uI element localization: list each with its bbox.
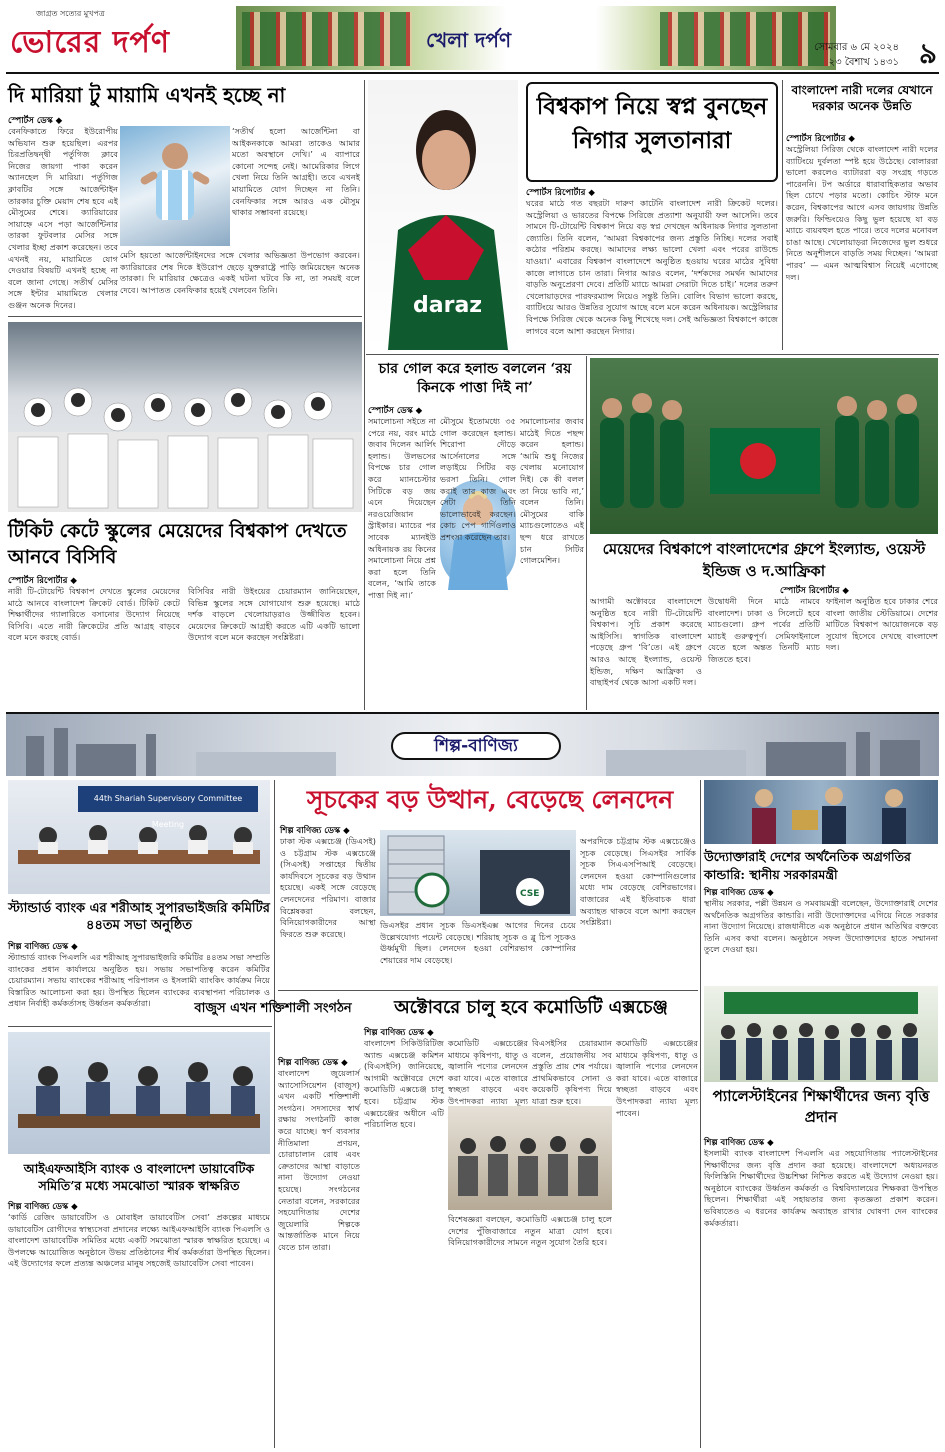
signing-ceremony-illustration <box>8 1032 270 1154</box>
nigar-photo <box>368 80 518 350</box>
column-rule <box>364 80 365 710</box>
article-body: ‘সতীর্থ হলো আর্জেন্টিনা বা আইকনকাকে আমরা তাকেও আমার মতো অবস্থানে দেখি।’ এ ব্যাপারে কোনো সন্দেহ নেই। আমেরিকার লিগে খেলা নিয়ে তিনি আগ্রহী। তবে এখনই মায়ামিতে যোগ দিচ্ছেন না তিনি। বেনফিকার সঙ্গে আরও এক মৌসুম থাকার সম্ভাবনা রয়েছে। <box>232 126 360 218</box>
section-banner <box>236 6 836 70</box>
article-body: ঢাকা স্টক এক্সচেঞ্জ (ডিএসই) ও চট্টগ্রাম স্টক এক্সচেঞ্জে (সিএসই) সপ্তাহের দ্বিতীয় কার্যদিবসে সূচকের বড় উত্থান হয়েছে। একই সঙ্গে বেড়েছে লেনদেনের পরিমাণ। বাজার বিশ্লেষকরা বলছেন, বিনিয়োগকারীদের আস্থা ফিরতে শুরু করেছে। <box>280 836 376 939</box>
article-body: বিএসইসির চেয়ারম্যান বলেন, প্রয়োজনীয় সব প্রস্তুতি প্রায় শেষ পর্যায়ে। প্রাথমিকভাবে সোনা ও কয়েকটি কৃষিপণ্য দিয়ে যাত্রা শুরু হবে। <box>532 1038 612 1106</box>
article-byline: শিল্প বাণিজ্য ডেস্ক ◆ <box>8 1202 78 1212</box>
business-section-banner <box>6 712 939 776</box>
article-byline: স্পোর্টস রিপোর্টার ◆ <box>526 188 595 198</box>
article-headline: বাংলাদেশ নারী দলের যেখানে দরকার অনেক উন্নতি <box>791 83 933 113</box>
article-headline: অক্টোবরে চালু হবে কমোডিটি এক্সচেঞ্জ <box>394 997 668 1018</box>
date-bangla: ২৩ বৈশাখ ১৪৩১ <box>828 57 899 68</box>
article-byline: শিল্প বাণিজ্য ডেস্ক ◆ <box>278 1058 348 1068</box>
row-rule <box>366 354 939 355</box>
article-body: ঘরের মাঠে গত বছরটা দারুণ কাটেনি বাংলাদেশ নারী ক্রিকেট দলের। অস্ট্রেলিয়া ও ভারতের বিপক্ষে সিরিজে প্রত্যাশা অনুযায়ী ফল আসেনি। তবে সামনে টি-টোয়েন্টি বিশ্বকাপ নিয়ে বড় স্বপ্ন দেখছেন অধিনায়ক নিগার সুলতানা জ্যোতি। তিনি বলেন, ‘আমরা বিশ্বকাপের জন্য প্রস্তুতি নিচ্ছি। দলের সবাই কঠোর পরিশ্রম করছে। আমাদের লক্ষ্য ভালো খেলা এবং পরের রাউন্ডে যাওয়া।’ এবারের বিশ্বকাপ বাংলাদেশে অনুষ্ঠিত হওয়ায় ঘরের মাঠের সুবিধা কাজে লাগাতে চান তারা। নিগার আরও বলেন, ‘দর্শকদের সমর্থন আমাদের বাড়তি অনুপ্রেরণা দেবে। প্রতিটি ম্যাচে আমরা সেরাটা দিতে চাই।’ দলের তরুণ খেলোয়াড়দের পারফরম্যান্স নিয়েও সন্তুষ্ট তিনি। বোলিং বিভাগ ভালো করছে, ব্যাটিংয়ে আরও উন্নতির সুযোগ আছে বলে মনে করেন অধিনায়ক। অস্ট্রেলিয়ার বিপক্ষে সিরিজ থেকে অনেক কিছু শিখেছে দল। সেই অভিজ্ঞতা বিশ্বকাপে কাজে লাগবে বলে আশা করছেন নিগার। <box>526 198 778 336</box>
column-rule <box>782 80 783 350</box>
column-rule <box>700 780 701 1448</box>
article-body: ডিএসইর প্রধান সূচক ডিএসইএক্স আগের দিনের চেয়ে উল্লেখযোগ্য পয়েন্ট বেড়েছে। শরিয়াহ সূচক ও ব্লু চিপ সূচকও ঊর্ধ্বমুখী ছিল। লেনদেন হওয়া বেশিরভাগ কোম্পানির শেয়ারের দাম বেড়েছে। <box>380 920 576 965</box>
conference-illustration <box>448 1106 612 1210</box>
jersey-sponsor: daraz <box>413 293 483 318</box>
article-byline: স্পোর্টস রিপোর্টার ◆ <box>786 134 855 144</box>
article-body: মেসি হয়তো আর্জেন্টাইনদের সঙ্গে খেলার অভিজ্ঞতা উপভোগ করবেন। ক্যারিয়ারের শেষ দিকে ইউরোপ ছেড়ে যুক্তরাষ্ট্রে পাড়ি জমিয়েছেন অনেক তারকা। দি মারিয়ার ক্ষেত্রেও একই ঘটনা ঘটবে কি না, তা সময়ই বলে দেবে। আপাতত বেনফিকার হয়েই খেলবেন তিনি। <box>120 250 360 295</box>
article-headline: প্যালেস্টাইনের শিক্ষার্থীদের জন্য বৃত্তি প্রদান <box>712 1087 930 1126</box>
players-illustration-right <box>660 12 830 66</box>
article-body: বিশেষজ্ঞরা বলছেন, কমোডিটি এক্সচেঞ্জ চালু হলে দেশের পুঁজিবাজারে নতুন মাত্রা যোগ হবে। বিনিয়োগকারীদের সামনে নতুন সুযোগ তৈরি হবে। <box>448 1214 612 1248</box>
footballer-illustration <box>120 126 230 246</box>
article-body: ‘কার্ডি রেজিং ডায়াবেটিস ও মোবাইল ডায়াবেটিস সেবা’ প্রকল্পের মাধ্যমে ডায়াবেটিস রোগীদের স্বাস্থ্যসেবা প্রদানের লক্ষ্যে আইএফআইসি ব্যাংক পিএলসি ও বাংলাদেশ ডায়াবেটিক সমিতির মধ্যে একটি সমঝোতা স্মারক স্বাক্ষরিত হয়েছে। এ উপলক্ষে আয়োজিত অনুষ্ঠানে উভয় প্রতিষ্ঠানের শীর্ষ কর্মকর্তারা উপস্থিত ছিলেন। এই উদ্যোগের ফলে প্রত্যন্ত অঞ্চলের মানুষ সহজেই ডায়াবেটিস সেবা পাবেন। <box>8 1212 270 1269</box>
article-headline: উদ্যোক্তারাই দেশের অর্থনৈতিক অগ্রগতির কান্ডারি: স্থানীয় সরকারমন্ত্রী <box>704 849 911 882</box>
business-section-label: শিল্প-বাণিজ্য <box>391 732 561 760</box>
article-body: ইসলামী ব্যাংক বাংলাদেশ পিএলসি এর সহযোগিতায় প্যালেস্টাইনের শিক্ষার্থীদের জন্য বৃত্তি প্রদান করা হয়েছে। বাংলাদেশে অধ্যয়নরত ফিলিস্তিনি শিক্ষার্থীদের উচ্চশিক্ষা নিশ্চিত করতে এই উদ্যোগ নেওয়া হয়। অনুষ্ঠানে ব্যাংকের উর্ধ্বতন কর্মকর্তা ও বিশ্ববিদ্যালয়ের শিক্ষকরা উপস্থিত ছিলেন। শিক্ষার্থীরা এই সহায়তার জন্য কৃতজ্ঞতা প্রকাশ করেন। ভবিষ্যতেও এ ধরনের কার্যক্রম অব্যাহত রাখার ঘোষণা দেন ব্যাংকের কর্মকর্তারা। <box>704 1148 938 1228</box>
team-photo <box>590 358 938 534</box>
article-body: বাংলাদেশ জুয়েলার্স অ্যাসোসিয়েশন (বাজুস) এখন একটি শক্তিশালী সংগঠন। সদস্যদের স্বার্থ রক্ষায় সংগঠনটি কাজ করে যাচ্ছে। স্বর্ণ ব্যবসার নীতিমালা প্রণয়ন, চোরাচালান রোধ এবং ক্রেতাদের আস্থা বাড়াতে নানা উদ্যোগ নেওয়া হয়েছে। সংগঠনের নেতারা বলেন, সরকারের সহযোগিতায় দেশের জুয়েলারি শিল্পকে আন্তর্জাতিক মানে নিয়ে যেতে চান তারা। <box>278 1068 360 1252</box>
article-body: কমোডিটি এক্সচেঞ্জের মাধ্যমে কৃষিপণ্য, ধাতু ও জ্বালানি পণ্যের লেনদেন করা যাবে। এতে বাজারে স্বচ্ছতা বাড়বে এবং উৎপাদকরা ন্যায্য মূল্য <box>448 1038 528 1106</box>
article-body: মৌসুমে ইতোমধ্যে ৩৫ গোল করেছেন হলান্ড। শিরোপা দৌড়ে আর্সেনালের সঙ্গে লড়াইয়ে সিটির বড় ভরসা তিনি। গোল করাই তার কাজ এবং সেটা তিনি ভালোভাবেই করছেন। কোচ পেপ গার্দিওলাও প্রশংসা করেছেন তার। <box>440 416 516 542</box>
team-celebration-illustration <box>590 358 938 534</box>
stock-exchange-illustration <box>380 830 576 916</box>
article-body: স্থানীয় সরকার, পল্লী উন্নয়ন ও সমবায়মন্ত্রী বলেছেন, উদ্যোক্তারাই দেশের অর্থনৈতিক অগ্রগতির কান্ডারি। নারী উদ্যোক্তাদের এগিয়ে নিতে সরকার নানা উদ্যোগ নিয়েছে। রাজধানীতে এক অনুষ্ঠানে প্রধান অতিথির বক্তব্যে তিনি এসব কথা বলেন। অনুষ্ঠানে সফল উদ্যোক্তাদের হাতে সম্মাননা তুলে দেওয়া হয়। <box>704 898 938 955</box>
article-headline: সূচকের বড় উত্থান, বেড়েছে লেনদেন <box>306 785 674 814</box>
date-gregorian: সোমবার ৬ মে ২০২৪ <box>814 42 899 53</box>
column-rule <box>274 780 275 1448</box>
article-byline: স্পোর্টস ডেস্ক ◆ <box>368 406 423 416</box>
dimaria-photo <box>120 126 230 246</box>
meeting-banner: 44th Shariah Supervisory Committee Meeting <box>78 786 258 812</box>
article-headline: স্ট্যান্ডার্ড ব্যাংক এর শরীআহ সুপারভাইজরি কমিটির ৪৪তম সভা অনুষ্ঠিত <box>8 901 270 933</box>
logo <box>6 4 186 70</box>
article-body: আগামী অক্টোবরে বাংলাদেশে অনুষ্ঠিত হবে নারী টি-টোয়েন্টি বিশ্বকাপ। সূচি প্রকাশ করেছে আইসিসি। স্বাগতিক বাংলাদেশ পড়েছে গ্রুপ ‘বি’তে। এই গ্রুপে আরও আছে ইংল্যান্ড, ওয়েস্ট ইন্ডিজ, দক্ষিণ আফ্রিকা ও বাছাইপর্ব থেকে আসা একটি দল। <box>590 596 702 688</box>
article-headline: আইএফআইসি ব্যাংক ও বাংলাদেশ ডায়াবেটিক সমিতি’র মধ্যে সমঝোতা স্মারক স্বাক্ষরিত <box>23 1161 255 1193</box>
page-number: ৯ <box>918 37 937 70</box>
article-byline: শিল্প বাণিজ্য ডেস্ক ◆ <box>704 1138 774 1148</box>
row-rule <box>8 316 362 317</box>
scholarship-group-illustration <box>704 986 938 1082</box>
standard-meeting-photo <box>8 780 270 894</box>
article-byline: শিল্প বাণিজ্য ডেস্ক ◆ <box>8 942 78 952</box>
row-rule <box>8 1026 272 1027</box>
commodity-meeting-photo <box>448 1106 612 1210</box>
article-byline: স্পোর্টস রিপোর্টার ◆ <box>780 586 849 596</box>
meeting-illustration <box>8 780 270 894</box>
nigar-title-box <box>526 82 778 182</box>
column-rule <box>586 356 587 710</box>
article-headline: মেয়েদের বিশ্বকাপে বাংলাদেশের গ্রুপে ইংল্যান্ড, ওয়েস্ট ইন্ডিজ ও দ.আফ্রিকা <box>602 540 926 580</box>
article-body: বিসিবির নারী উইংয়ের চেয়ারম্যান জানিয়েছেন, বিভিন্ন স্কুলের সঙ্গে যোগাযোগ শুরু হয়েছে। মাঠে দর্শক বাড়লে খেলোয়াড়রাও উজ্জীবিত হবেন। মেয়েদের ক্রিকেটে আগ্রহী করতে এটি একটি ভালো উদ্যোগ বলে মনে করছেন সংশ্লিষ্টরা। <box>188 586 360 643</box>
article-body: উদ্বোধনী দিনে মাঠে নামবে বাংলাদেশ। ঢাকা ও সিলেটে হবে ম্যাচগুলো। গ্রুপ পর্বের প্রতিটি ম্যাচই গুরুত্বপূর্ণ। সেমিফাইনালে যেতে হলে অন্তত তিনটি ম্যাচ জিততে হবে। <box>708 596 820 664</box>
scholarship-photo <box>704 986 938 1082</box>
ific-signing-photo <box>8 1032 270 1154</box>
article-headline: বাজুস এখন শক্তিশালী সংগঠন <box>194 1001 352 1016</box>
date <box>814 40 899 70</box>
article-body: স্ট্যান্ডার্ড ব্যাংক পিএলসি এর শরীআহ সুপারভাইজরি কমিটির ৪৪তম সভা সম্প্রতি ব্যাংকের প্রধান কার্যালয়ে অনুষ্ঠিত হয়। সভায় সভাপতিত্ব করেন কমিটির চেয়ারম্যান। সভায় ব্যাংকের শরীআহ পরিপালন ও ইসলামী ব্যাংকিং কার্যক্রম নিয়ে বিস্তারিত আলোচনা করা হয়। উপস্থিত ছিলেন ব্যাংকের ব্যবস্থাপনা পরিচালক ও প্রধান নির্বাহী কর্মকর্তাসহ উর্ধ্বতন কর্মকর্তারা। <box>8 952 270 1009</box>
article-body: বেনফিকাতে ফিরে ইউরোপীয় অভিযান শুরু হয়েছিল। এরপর চিরপ্রতিদ্বন্দ্বী পর্তুগিজ ক্লাবে নিজের জায়গা পাকা করেন অ্যানহেল দি মারিয়া। পর্তুগিজ ক্লাবটির সঙ্গে আর্জেন্টাইন তারকার চুক্তি মেয়াদ শেষ হবে এই মৌসুমের শেষে। ক্যারিয়ারের সায়াহ্নে এসে পড়া আর্জেন্টিনার তারকা ফুটবলার মেসির সঙ্গে খেলার ইচ্ছা প্রকাশ করেছেন। তবে এখনই নয়, মায়ামিতে যোগ দেওয়ার বিষয়টি এখনই হচ্ছে না বলে জানা গেছে। সতীর্থ মেসির সঙ্গে ইন্টার মায়ামিতে খেলার গুঞ্জন অনেক দিনের। <box>8 126 118 310</box>
award-ceremony-illustration <box>704 780 938 844</box>
masthead <box>6 4 939 74</box>
article-byline: স্পোর্টস ডেস্ক ◆ <box>8 116 63 126</box>
article-byline: শিল্প বাণিজ্য ডেস্ক ◆ <box>280 826 350 836</box>
cse-logo-text: CSE <box>520 889 540 899</box>
article-body: বাংলাদেশ সিকিউরিটিজ অ্যান্ড এক্সচেঞ্জ কমিশন (বিএসইসি) জানিয়েছে, আগামী অক্টোবরে দেশে কমোডিটি এক্সচেঞ্জ চালু হবে। চট্টগ্রাম স্টক এক্সচেঞ্জের অধীনে এটি পরিচালিত হবে। <box>364 1038 444 1130</box>
article-byline: শিল্প বাণিজ্য ডেস্ক ◆ <box>364 1028 434 1038</box>
article-body: সমালোচনা সইতে না পেরে নয়, বরং মাঠে জবাব দিলেন আর্লিং হলান্ড। উলভসের বিপক্ষে চার গোল করে ম্যানচেস্টার সিটিকে বড় জয় এনে দিয়েছেন নরওয়েজিয়ান স্ট্রাইকার। ম্যাচের পর সাবেক ম্যানইউ অধিনায়ক রয় কিনের সমালোচনা নিয়ে প্রশ্ন করা হলে তিনি বলেন, ‘আমি তাকে পাত্তা দিই না।’ <box>368 416 436 600</box>
award-photo <box>704 780 938 844</box>
article-body: কমোডিটি এক্সচেঞ্জের মাধ্যমে কৃষিপণ্য, ধাতু ও জ্বালানি পণ্যের লেনদেন করা যাবে। এতে বাজারে স্বচ্ছতা বাড়বে এবং উৎপাদকরা ন্যায্য মূল্য পাবেন। <box>616 1038 698 1118</box>
article-headline: বিশ্বকাপ নিয়ে স্বপ্ন বুনছেন নিগার সুলতানারা <box>536 93 768 154</box>
stock-exchange-photo <box>380 830 576 916</box>
crowd-illustration <box>8 322 362 512</box>
logo-text: ভোরের দর্পণ <box>10 25 170 60</box>
article-body: সমালোচনার জবাব মাঠেই দিতে পছন্দ করেন হলান্ড। ‘আমি শুধু নিজের খেলায় মনোযোগ দিই। কে কী বলল তা নিয়ে ভাবি না,’ বলেন তিনি। মৌসুমের বাকি ম্যাচগুলোতেও এই ছন্দ ধরে রাখতে চান সিটির গোলমেশিন। <box>520 416 584 566</box>
article-byline: স্পোর্টস রিপোর্টার ◆ <box>8 576 77 586</box>
logo-tagline: জাগ্রত সত্যের মুখপত্র <box>36 9 105 18</box>
row-rule <box>278 990 698 991</box>
article-body: নারী টি-টোয়েন্টি বিশ্বকাপ দেখতে স্কুলের মেয়েদের মাঠে আনবে বাংলাদেশ ক্রিকেট বোর্ড। টিকিট কেটে শিক্ষার্থীদের গ্যালারিতে বসানোর উদ্যোগ নিয়েছে বিসিবি। এতে নারী ক্রিকেটের প্রতি আগ্রহ বাড়বে বলে মনে করছে বোর্ড। <box>8 586 180 643</box>
article-body: ফাইনাল অনুষ্ঠিত হবে ঢাকার শেরে বাংলা জাতীয় স্টেডিয়ামে। দেশের মাটিতে বিশ্বকাপ আয়োজনকে বড় সুযোগ হিসেবে দেখছে বাংলাদেশ দল। <box>826 596 938 653</box>
article-byline: শিল্প বাণিজ্য ডেস্ক ◆ <box>704 888 774 898</box>
schoolgirls-photo <box>8 322 362 512</box>
section-title: খেলা দর্পণ <box>426 28 512 52</box>
article-body: অস্ট্রেলিয়া সিরিজ থেকে বাংলাদেশ নারী দলের ব্যাটিংয়ে দুর্বলতা স্পষ্ট হয়ে উঠেছে। বোলাররা ভালো করলেও ব্যাটাররা বড় সংগ্রহ গড়তে পারেননি। টপ অর্ডারে ধারাবাহিকতার অভাব ছিল চোখে পড়ার মতো। কোচিং স্টাফ মনে করেন, বিশ্বকাপের আগে এসব জায়গায় উন্নতি জরুরি। ফিল্ডিংয়েও কিছু ভুল হয়েছে যা বড় ম্যাচে ব্যয়বহুল হতে পারে। তবে দলের মনোবল চাঙা আছে। খেলোয়াড়রা নিজেদের ভুল শুধরে নিতে অনুশীলনে বাড়তি সময় দিচ্ছেন। ‘আমরা পারব’ — এমন আত্মবিশ্বাস নিয়েই এগোচ্ছে দল। <box>786 144 938 282</box>
article-headline: দি মারিয়া টু মায়ামি এখনই হচ্ছে না <box>8 83 286 107</box>
cricketer-portrait <box>368 80 518 350</box>
players-illustration-left <box>242 12 412 66</box>
article-headline: চার গোল করে হলান্ড বললেন ‘রয় কিনকে পাত্তা দিই না’ <box>378 361 572 396</box>
article-body: অপরদিকে চট্টগ্রাম স্টক এক্সচেঞ্জেও সূচক বেড়েছে। সিএসইর সার্বিক সূচক সিএএসপিআই বেড়েছে। লেনদেন হওয়া কোম্পানিগুলোর মধ্যে দাম বেড়েছে বেশিরভাগের। বাজারের এই ইতিবাচক ধারা অব্যাহত থাকবে বলে আশা করছেন সংশ্লিষ্টরা। <box>580 836 696 928</box>
article-headline: টিকিট কেটে স্কুলের মেয়েদের বিশ্বকাপ দেখতে আনবে বিসিবি <box>8 520 347 568</box>
